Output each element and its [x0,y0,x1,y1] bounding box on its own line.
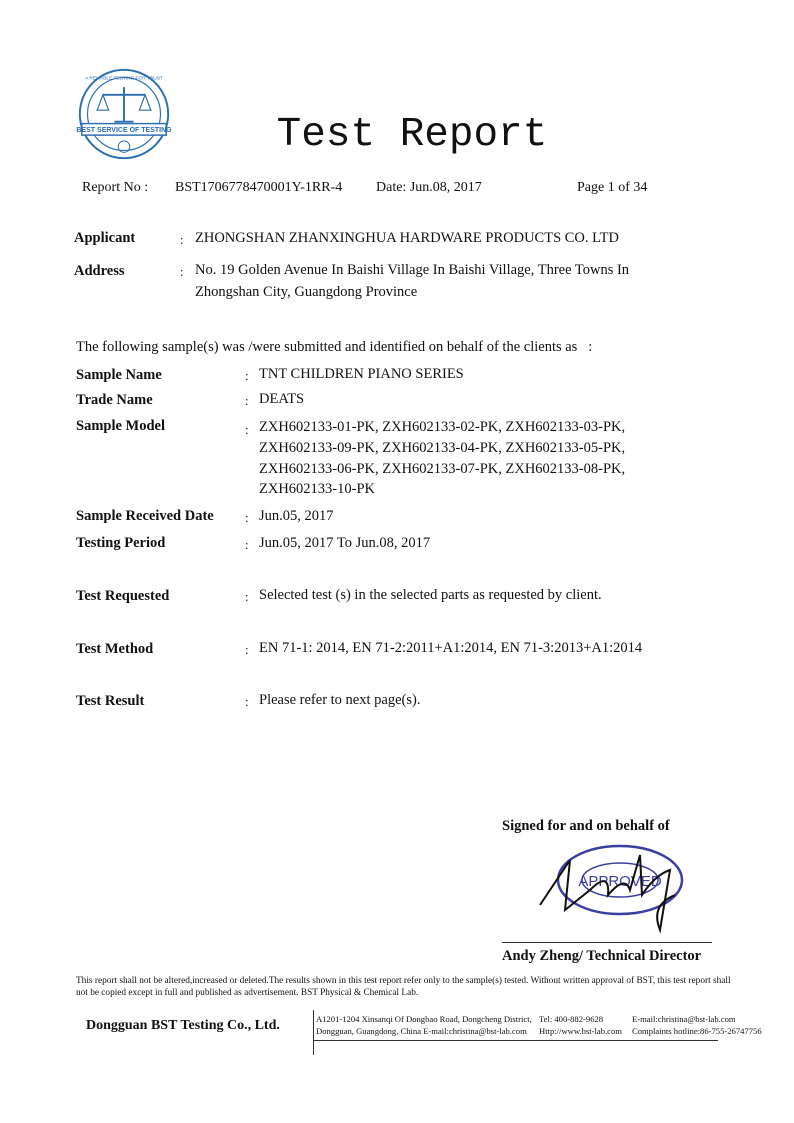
trade-name-value: DEATS [259,391,305,407]
approved-stamp [530,835,700,935]
address-label: Address [74,263,125,279]
page-number: Page 1 of 34 [577,180,648,195]
sample-model-line: ZXH602133-01-PK, ZXH602133-02-PK, ZXH602133-03-PK, [259,419,626,435]
colon: : [245,642,249,657]
colon: : [245,694,249,709]
sample-model-line: ZXH602133-09-PK, ZXH602133-04-PK, ZXH602133-05-PK, [259,440,626,456]
footer-divider-horizontal [313,1040,718,1041]
colon: : [245,422,249,437]
sample-model-line: ZXH602133-10-PK [259,481,375,497]
page-title: Test Report [276,112,548,158]
sample-name-label: Sample Name [76,367,162,383]
sample-model-line: ZXH602133-06-PK, ZXH602133-07-PK, ZXH602133-08-PK, [259,461,626,477]
intro-text: The following sample(s) was /were submitted and identified on behalf of the clients as : [76,339,593,355]
test-result-value: Please refer to next page(s). [259,692,421,708]
test-requested-label: Test Requested [76,588,170,604]
received-date-value: Jun.05, 2017 [259,508,334,524]
signature-line [502,942,712,943]
footer-contact: Tel: 400-882-9628 Http://www.bst-lab.com [539,1014,622,1036]
stamp-center-text: APPROVED [578,873,662,890]
colon: : [245,393,249,408]
colon: : [245,368,249,383]
report-date: Date: Jun.08, 2017 [376,180,482,195]
address-line-2: Zhongshan City, Guangdong Province [195,284,418,300]
sample-name-value: TNT CHILDREN PIANO SERIES [259,366,464,382]
test-result-label: Test Result [76,693,145,709]
logo-tagline: A RELIABLE TESTING FOR TRUST [85,76,163,82]
logo-banner: BEST SERVICE OF TESTING [76,127,172,135]
footer-company: Dongguan BST Testing Co., Ltd. [86,1018,280,1033]
sample-model-label: Sample Model [76,418,166,434]
applicant-value: ZHONGSHAN ZHANXINGHUA HARDWARE PRODUCTS CO. LTD [195,230,620,246]
testing-period-label: Testing Period [76,535,166,551]
report-no: BST1706778470001Y-1RR-4 [175,180,343,195]
signature-heading: Signed for and on behalf of [502,818,670,834]
test-method-label: Test Method [76,641,154,657]
signer-name: Andy Zheng/ Technical Director [502,948,702,964]
report-no-label: Report No : [82,180,149,195]
colon: : [245,537,249,552]
test-method-value: EN 71-1: 2014, EN 71-2:2011+A1:2014, EN 71-3:2013+A1:2014 [259,640,643,656]
applicant-label: Applicant [74,230,136,246]
trade-name-label: Trade Name [76,392,153,408]
colon: : [245,510,249,525]
received-date-label: Sample Received Date [76,508,214,524]
colon: : [180,264,184,279]
test-requested-value: Selected test (s) in the selected parts as requested by client. [259,587,602,603]
colon: : [180,232,184,247]
colon: : [245,589,249,604]
address-line-1: No. 19 Golden Avenue In Baishi Village In Baishi Village, Three Towns In [195,262,630,278]
footer-email: E-mail:christina@bst-lab.com Complaints hotline:86-755-26747756 [632,1014,762,1036]
footer-divider-vertical [313,1010,314,1055]
disclaimer: This report shall not be altered,increased or deleted.The results shown in this test report refer only to the sample(s) tested. Without written approval of BST, this test report shall not be copied except in full and published as advertisement. BST Physical & Chemical Lab. [76,976,731,998]
testing-period-value: Jun.05, 2017 To Jun.08, 2017 [259,535,431,551]
footer-address: A1201-1204 Xinsanqi Of Dongbao Road, Dongcheng District, Dongguan, Guangdong, China E-mail:christina@bst-lab.com [316,1014,532,1036]
